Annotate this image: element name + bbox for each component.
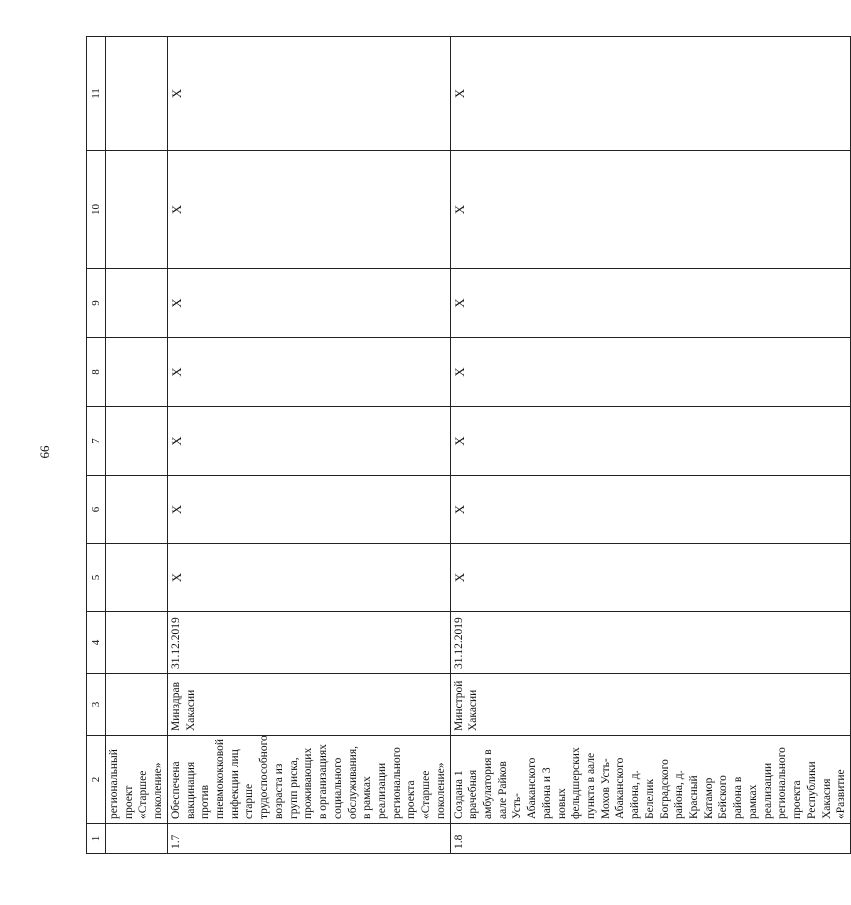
header-cell: 3 <box>87 674 106 736</box>
header-cell: 8 <box>87 338 106 407</box>
row-number-cell: 1.8 <box>450 824 850 854</box>
project-subheader-row <box>106 37 168 854</box>
empty-cell <box>106 151 168 269</box>
rotated-page-area <box>86 37 848 854</box>
executor-cell: Минстрой Хакасии <box>450 674 850 736</box>
header-row <box>87 37 106 854</box>
mark-cell: Х <box>167 37 450 151</box>
table-row <box>450 37 850 854</box>
header-cell: 11 <box>87 37 106 151</box>
description-cell: Создана 1 врачебная амбулатория в аале Райков Усть-Абаканского района и 3 новых фельдшерских пункта в аале Мохов Усть-Абаканского района, д. Белелик Боградского района, д. Красный Катамор Бейского района в рамках реализации регионального проекта Республики Хакасия «Развитие <box>450 736 850 824</box>
description-cell: Обеспечена вакцинация против пневмококковой инфекции лиц старше трудоспособного возраста из групп риска, проживающих в организациях социального обслуживания, в рамках реализации регионального проекта «Старшее поколение» <box>167 736 450 824</box>
mark-cell: Х <box>167 476 450 544</box>
empty-cell <box>106 612 168 674</box>
mark-cell: Х <box>450 37 850 151</box>
mark-cell: Х <box>167 269 450 338</box>
page-number: 66 <box>37 445 52 459</box>
header-cell: 7 <box>87 407 106 476</box>
header-cell: 9 <box>87 269 106 338</box>
header-cell: 5 <box>87 544 106 612</box>
mark-cell: Х <box>167 151 450 269</box>
header-cell: 2 <box>87 736 106 824</box>
executor-cell: Минздрав Хакасии <box>167 674 450 736</box>
mark-cell: Х <box>450 151 850 269</box>
empty-cell <box>106 476 168 544</box>
mark-cell: Х <box>450 269 850 338</box>
header-cell: 10 <box>87 151 106 269</box>
plan-table <box>86 36 851 854</box>
header-cell: 1 <box>87 824 106 854</box>
subheader-num-cell <box>106 824 168 854</box>
date-cell: 31.12.2019 <box>167 612 450 674</box>
table-row <box>167 37 450 854</box>
header-cell: 6 <box>87 476 106 544</box>
table-sheet <box>86 37 848 854</box>
empty-cell <box>106 674 168 736</box>
empty-cell <box>106 269 168 338</box>
empty-cell <box>106 407 168 476</box>
mark-cell: Х <box>167 544 450 612</box>
empty-cell <box>106 338 168 407</box>
mark-cell: Х <box>450 476 850 544</box>
mark-cell: Х <box>167 338 450 407</box>
date-cell: 31.12.2019 <box>450 612 850 674</box>
empty-cell <box>106 544 168 612</box>
mark-cell: Х <box>450 407 850 476</box>
mark-cell: Х <box>450 544 850 612</box>
mark-cell: Х <box>450 338 850 407</box>
empty-cell <box>106 37 168 151</box>
header-cell: 4 <box>87 612 106 674</box>
row-number-cell: 1.7 <box>167 824 450 854</box>
mark-cell: Х <box>167 407 450 476</box>
project-name-cell: региональный проект «Старшее поколение» <box>106 736 168 824</box>
